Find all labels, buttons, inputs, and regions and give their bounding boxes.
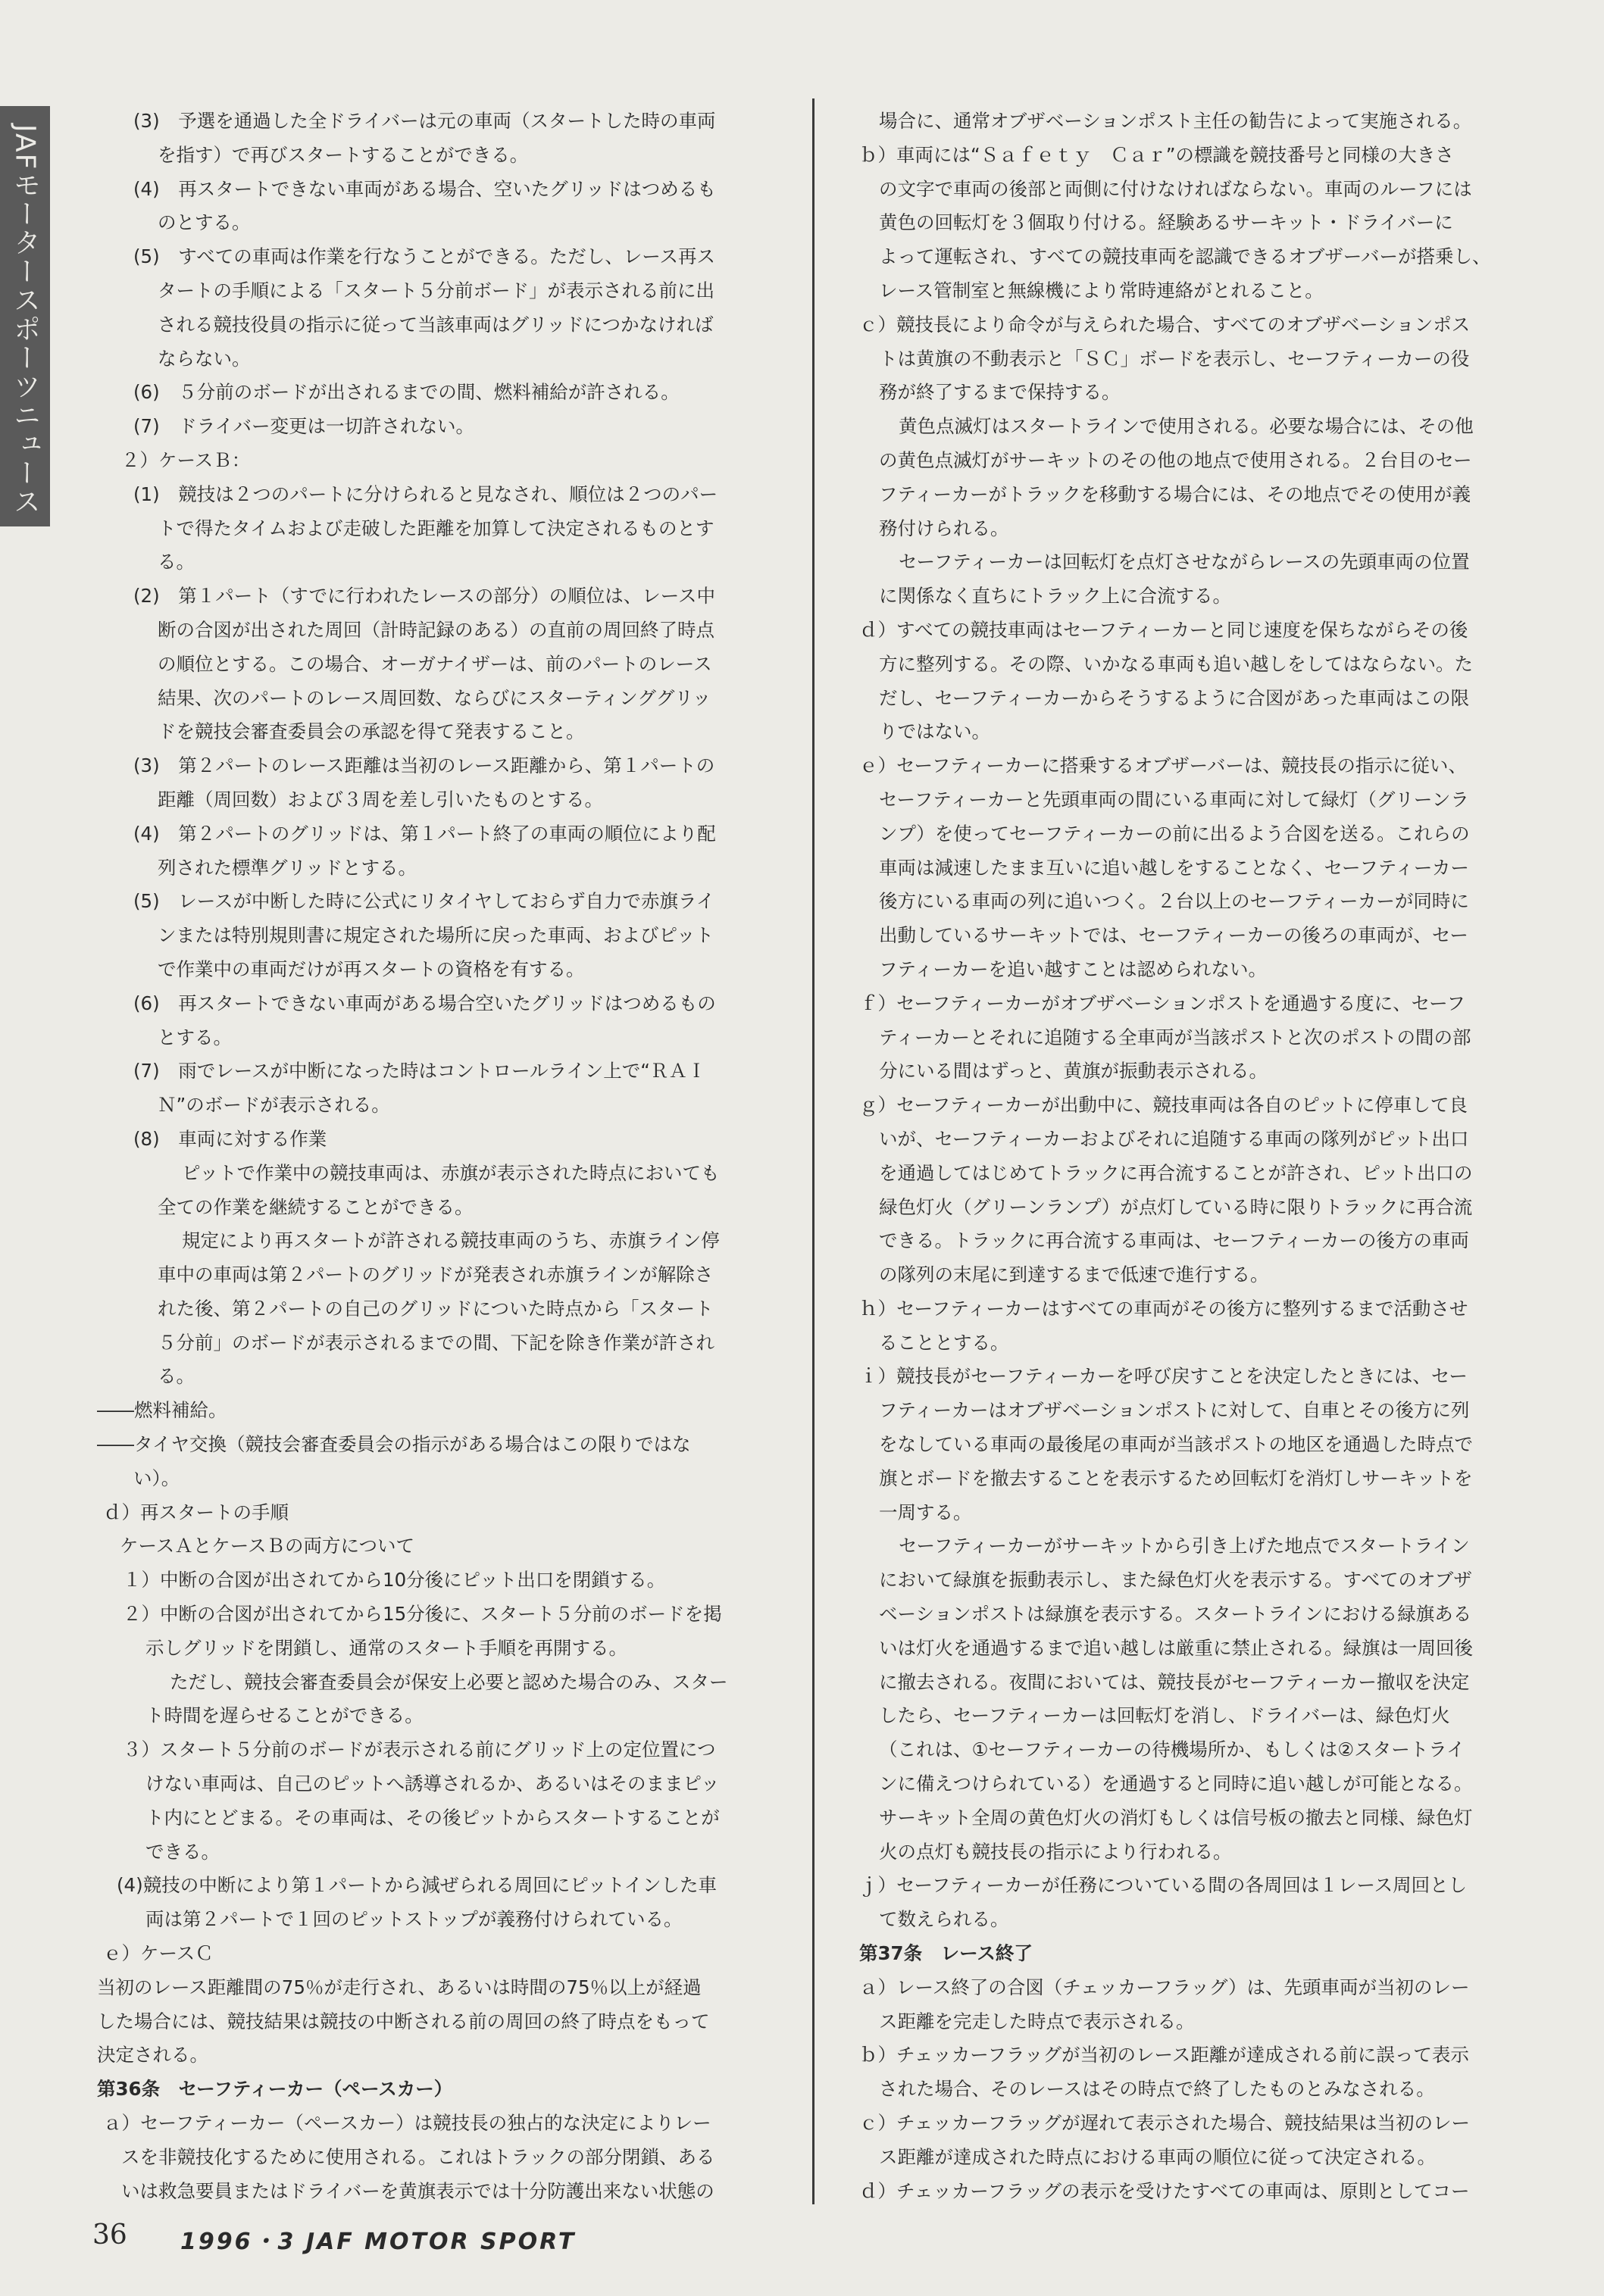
text-line: ――燃料補給。 — [97, 1399, 227, 1422]
text-line: される競技役員の指示に従って当該車両はグリッドにつかなければ — [158, 313, 714, 336]
text-line: した場合には、競技結果は競技の中断される前の周回の終了時点をもって — [97, 2010, 710, 2032]
text-line: ｉ）競技長がセーフティーカーを呼び戻すことを決定したときには、セー — [859, 1365, 1468, 1388]
page-number: 36 — [92, 2219, 127, 2251]
text-line: 出動しているサーキットでは、セーフティーカーの後ろの車両が、セー — [879, 924, 1468, 947]
text-line: (6) ５分前のボードが出されるまでの間、燃料補給が許される。 — [133, 381, 680, 404]
text-line: ｄ）再スタートの手順 — [103, 1501, 289, 1523]
text-line: セーフティーカーと先頭車両の間にいる車両に対して緑灯（グリーンラ — [879, 788, 1469, 811]
text-line: を通過してはじめてトラックに再合流することが許され、ピット出口の — [879, 1161, 1473, 1184]
text-line: ｄ）チェッカーフラッグの表示を受けたすべての車両は、原則としてコー — [859, 2179, 1470, 2202]
text-line: 規定により再スタートが許される競技車両のうち、赤旗ライン停 — [182, 1229, 720, 1252]
text-line: ｂ）チェッカーフラッグが当初のレース距離が達成される前に誤って表示 — [859, 2044, 1469, 2066]
column-divider — [812, 98, 815, 2204]
text-line: 当初のレース距離間の75％が走行され、あるいは時間の75％以上が経過 — [97, 1976, 702, 1998]
text-line: 車中の車両は第２パートのグリッドが発表され赤旗ラインが解除さ — [158, 1264, 714, 1286]
text-line: 決定される。 — [97, 2044, 208, 2066]
article-heading: 第37条 レース終了 — [859, 1942, 1033, 1965]
text-line: (5) レースが中断した時に公式にリタイヤしておらず自力で赤旗ライ — [133, 890, 715, 913]
text-line: Ｎ”のボードが表示される。 — [158, 1094, 390, 1117]
text-line: 列された標準グリッドとする。 — [158, 856, 417, 879]
text-line: (4) 再スタートできない車両がある場合、空いたグリッドはつめるも — [133, 177, 716, 200]
text-line: ただし、競技会審査委員会が保安上必要と認めた場合のみ、スター — [170, 1670, 728, 1693]
text-line: ２）ケースＢ： — [121, 448, 251, 471]
text-line: とする。 — [158, 1026, 232, 1048]
article-heading: 第36条 セーフティーカー（ペースカー） — [97, 2078, 453, 2101]
text-line: 結果、次のパートのレース周回数、ならびにスターティンググリッ — [158, 686, 711, 709]
text-line: ンまたは特別規則書に規定された場所に戻った車両、およびピット — [158, 924, 714, 947]
text-line: 断の合図が出された周回（計時記録のある）の直前の周回終了時点 — [158, 618, 714, 641]
text-line: をなしている車両の最後尾の車両が当該ポストの地区を通過した時点で — [879, 1433, 1473, 1456]
text-line: ト内にとどまる。その車両は、その後ピットからスタートすることが — [145, 1806, 720, 1829]
text-line: 旗とボードを撤去することを表示するため回転灯を消灯しサーキットを — [879, 1467, 1473, 1489]
text-line: ｄ）すべての競技車両はセーフティーカーと同じ速度を保ちながらその後 — [859, 618, 1468, 641]
text-line: レース管制室と無線機により常時連絡がとれること。 — [879, 279, 1324, 301]
text-line: 黄色点滅灯はスタートラインで使用される。必要な場合には、その他 — [899, 415, 1474, 438]
text-line: ることとする。 — [879, 1331, 1009, 1354]
text-line: セーフティーカーがサーキットから引き上げた地点でスタートライン — [899, 1535, 1470, 1557]
text-line: (8) 車両に対する作業 — [133, 1127, 327, 1150]
text-line: トで得たタイムおよび走破した距離を加算して決定されるものとす — [158, 517, 714, 539]
text-line: ａ）レース終了の合図（チェッカーフラッグ）は、先頭車両が当初のレー — [859, 1976, 1470, 1998]
text-line: 後方にいる車両の列に追いつく。２台以上のセーフティーカーが同時に — [879, 890, 1469, 913]
text-line: 緑色灯火（グリーンランプ）が点灯している時に限りトラックに再合流 — [879, 1195, 1473, 1218]
text-line: ｊ）セーフティーカーが任務についている間の各周回は１レース周回とし — [859, 1874, 1468, 1897]
text-line: (4) 第２パートのグリッドは、第１パート終了の車両の順位により配 — [133, 822, 716, 845]
text-line: いが、セーフティーカーおよびそれに追随する車両の隊列がピット出口 — [879, 1127, 1469, 1150]
text-line: フティーカーはオブザベーションポストに対して、自車とその後方に列 — [879, 1399, 1470, 1422]
text-line: できる。 — [145, 1840, 220, 1863]
text-line: に関係なく直ちにトラック上に合流する。 — [879, 585, 1232, 608]
text-line: セーフティーカーは回転灯を点灯させながらレースの先頭車両の位置 — [899, 551, 1470, 573]
text-line: いは救急要員またはドライバーを黄旗表示では十分防護出来ない状態の — [121, 2179, 714, 2202]
text-line: ス距離を完走した時点で表示される。 — [879, 2010, 1195, 2032]
text-line: (2) 第１パート（すでに行われたレースの部分）の順位は、レース中 — [133, 585, 715, 608]
right-text-column — [859, 105, 1534, 2208]
text-line: ピットで作業中の競技車両は、赤旗が表示された時点においても — [182, 1161, 720, 1184]
text-line: できる。トラックに再合流する車両は、セーフティーカーの後方の車両 — [879, 1229, 1469, 1252]
text-line: 一周する。 — [879, 1501, 972, 1523]
text-line: 示しグリッドを閉鎖し、通常のスタート手順を再開する。 — [145, 1636, 628, 1659]
text-line: 火の点灯も競技長の指示により行われる。 — [879, 1840, 1232, 1863]
text-line: ティーカーとそれに追随する全車両が当該ポストと次のポストの間の部 — [879, 1026, 1471, 1048]
text-line: よって運転され、すべての競技車両を認識できるオブザーバーが搭乗し、 — [879, 245, 1491, 268]
text-line: ｅ）ケースＣ — [103, 1942, 214, 1965]
text-line: (5) すべての車両は作業を行なうことができる。ただし、レース再ス — [133, 245, 715, 268]
text-line: において緑旗を振動表示し、また緑色灯火を表示する。すべてのオブザ — [879, 1569, 1472, 1592]
text-line: れた後、第２パートの自己のグリッドについた時点から「スタート — [158, 1297, 714, 1320]
text-line: (1) 競技は２つのパートに分けられると見なされ、順位は２つのパー — [133, 483, 718, 505]
text-line: 場合に、通常オブザベーションポスト主任の勧告によって実施される。 — [879, 110, 1472, 132]
publication-title: 1996・3 JAF MOTOR SPORT — [180, 2229, 577, 2255]
text-line: ｆ）セーフティーカーがオブザベーションポストを通過する度に、セーフ — [859, 992, 1465, 1014]
text-line: ケースＡとケースＢの両方について — [120, 1535, 415, 1557]
text-line: 分にいる間はずっと、黄旗が振動表示される。 — [879, 1060, 1268, 1082]
text-line: １）中断の合図が出されてから10分後にピット出口を閉鎖する。 — [123, 1569, 666, 1592]
text-line: （これは、①セーフティーカーの待機場所か、もしくは②スタートライ — [879, 1738, 1465, 1761]
text-line: ｃ）チェッカーフラッグが遅れて表示された場合、競技結果は当初のレー — [859, 2112, 1471, 2135]
text-line: スを非競技化するために使用される。これはトラックの部分閉鎖、ある — [121, 2145, 715, 2168]
text-line: 車両は減速したまま互いに追い越しをすることなく、セーフティーカー — [879, 856, 1469, 879]
text-line: る。 — [158, 1365, 195, 1388]
text-line: ｂ）車両には“Ｓａｆｅｔｙ Ｃａｒ”の標識を競技番号と同様の大きさ — [859, 143, 1454, 166]
text-line: りではない。 — [879, 720, 990, 743]
text-line: の黄色点滅灯がサーキットのその他の地点で使用される。２台目のセー — [879, 448, 1472, 471]
text-line: い）。 — [133, 1467, 180, 1489]
text-line: (6) 再スタートできない車両がある場合空いたグリッドはつめるもの — [133, 992, 716, 1014]
text-line: トは黄旗の不動表示と「ＳＣ」ボードを表示し、セーフティーカーの役 — [879, 347, 1470, 370]
text-line: 務が終了するまで保持する。 — [879, 381, 1121, 404]
text-line: だし、セーフティーカーからそうするように合図があった車両はこの限 — [879, 686, 1470, 709]
text-line: を指す）で再びスタートすることができる。 — [158, 143, 529, 166]
text-line: フティーカーを追い越すことは認められない。 — [879, 957, 1268, 980]
text-line: (3) 予選を通過した全ドライバーは元の車両（スタートした時の車両 — [133, 110, 716, 132]
text-line: の順位とする。この場合、オーガナイザーは、前のパートのレース — [158, 652, 712, 675]
text-line: けない車両は、自己のピットへ誘導されるか、あるいはそのままピッ — [145, 1773, 720, 1795]
text-line: (4)競技の中断により第１パートから減ぜられる周回にピットインした車 — [117, 1874, 717, 1897]
text-line: て数えられる。 — [879, 1908, 1009, 1931]
section-tab: JAFモータースポーツニュース — [0, 106, 50, 526]
text-line: 黄色の回転灯を３個取り付ける。経験あるサーキット・ドライバーに — [879, 211, 1453, 234]
text-line: ｈ）セーフティーカーはすべての車両がその後方に整列するまで活動させ — [859, 1297, 1468, 1320]
text-line: の隊列の末尾に到達するまで低速で進行する。 — [879, 1264, 1269, 1286]
left-text-column — [97, 105, 771, 2208]
text-line: ｅ）セーフティーカーに搭乗するオブザーバーは、競技長の指示に従い、 — [859, 754, 1467, 777]
text-line: ス距離が達成された時点における車両の順位に従って決定される。 — [879, 2145, 1436, 2168]
text-line: ンに備えつけられている）を通過すると同時に追い越しが可能となる。 — [879, 1773, 1473, 1795]
text-line: ５分前」のボードが表示されるまでの間、下記を除き作業が許され — [158, 1331, 714, 1354]
text-line: ｃ）競技長により命令が与えられた場合、すべてのオブザベーションポス — [859, 313, 1471, 336]
text-line: で作業中の車両だけが再スタートの資格を有する。 — [158, 957, 585, 980]
text-line: (7) ドライバー変更は一切許されない。 — [133, 415, 474, 438]
text-line: された場合、そのレースはその時点で終了したものとみなされる。 — [879, 2078, 1435, 2101]
text-line: ａ）セーフティーカー（ペースカー）は競技長の独占的な決定によりレー — [103, 2112, 711, 2135]
text-line: ンプ）を使ってセーフティーカーの前に出るよう合図を送る。これらの — [879, 822, 1470, 845]
text-line: ト時間を遅らせることができる。 — [145, 1704, 424, 1727]
text-line: ２）中断の合図が出されてから15分後に、スタート５分前のボードを掲 — [123, 1603, 722, 1626]
text-line: の文字で車両の後部と両側に付けなければならない。車両のルーフには — [879, 177, 1472, 200]
text-line: ３）スタート５分前のボードが表示される前にグリッド上の定位置につ — [123, 1738, 716, 1761]
text-line: 両は第２パートで１回のピットストップが義務付けられている。 — [145, 1908, 683, 1931]
text-line: のとする。 — [158, 211, 251, 234]
text-line: サーキット全周の黄色灯火の消灯もしくは信号板の撤去と同様、緑色灯 — [879, 1806, 1473, 1829]
text-line: ドを競技会審査委員会の承認を得て発表すること。 — [158, 720, 585, 743]
text-line: フティーカーがトラックを移動する場合には、その地点でその使用が義 — [879, 483, 1471, 505]
text-line: いは灯火を通過するまで追い越しは厳重に禁止される。緑旗は一周回後 — [879, 1636, 1473, 1659]
text-line: 方に整列する。その際、いかなる車両も追い越しをしてはならない。た — [879, 652, 1473, 675]
text-line: ならない。 — [158, 347, 251, 370]
text-line: (3) 第２パートのレース距離は当初のレース距離から、第１パートの — [133, 754, 715, 777]
text-line: (7) 雨でレースが中断になった時はコントロールライン上で“ＲＡＩ — [133, 1060, 706, 1082]
text-line: 務付けられる。 — [879, 517, 1009, 539]
text-line: ベーションポストは緑旗を表示する。スタートラインにおける緑旗ある — [879, 1603, 1472, 1626]
text-line: タートの手順による「スタート５分前ボード」が表示される前に出 — [158, 279, 714, 301]
text-line: に撤去される。夜間においては、競技長がセーフティーカー撤収を決定 — [879, 1670, 1470, 1693]
text-line: る。 — [158, 551, 195, 573]
text-line: 全ての作業を継続することができる。 — [158, 1195, 474, 1218]
text-line: 距離（周回数）および３周を差し引いたものとする。 — [158, 788, 603, 811]
text-line: したら、セーフティーカーは回転灯を消し、ドライバーは、緑色灯火 — [879, 1704, 1450, 1727]
text-line: ――タイヤ交換（競技会審査委員会の指示がある場合はこの限りではな — [97, 1433, 691, 1456]
text-line: ｇ）セーフティーカーが出動中に、競技車両は各自のピットに停車して良 — [859, 1094, 1468, 1117]
